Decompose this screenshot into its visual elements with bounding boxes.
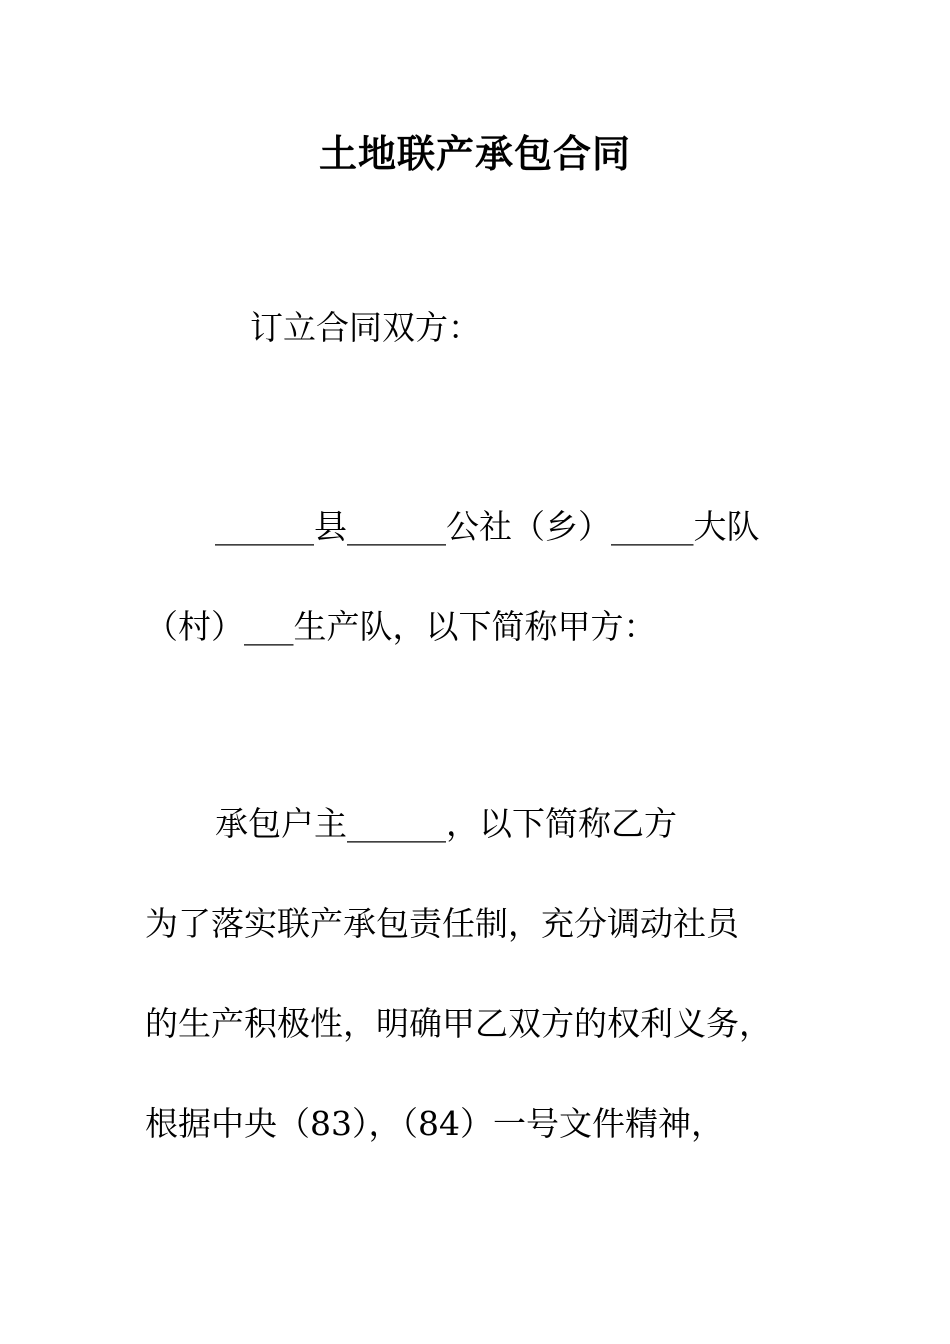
party-a-location-line: ______县______公社（乡）_____大队 (215, 507, 760, 546)
body-text-line-2: 的生产积极性，明确甲乙双方的权利义务， (145, 1004, 772, 1043)
document-title: 土地联产承包合同 (318, 131, 631, 176)
contract-parties-heading: 订立合同双方： (250, 308, 481, 347)
body-text-line-3: 根据中央（83），（84）一号文件精神， (145, 1104, 724, 1143)
party-a-team-line: （村）___生产队，以下简称甲方： (145, 607, 657, 646)
party-b-line: 承包户主______，以下简称乙方 (215, 804, 677, 843)
body-text-line-1: 为了落实联产承包责任制，充分调动社员 (145, 904, 739, 943)
